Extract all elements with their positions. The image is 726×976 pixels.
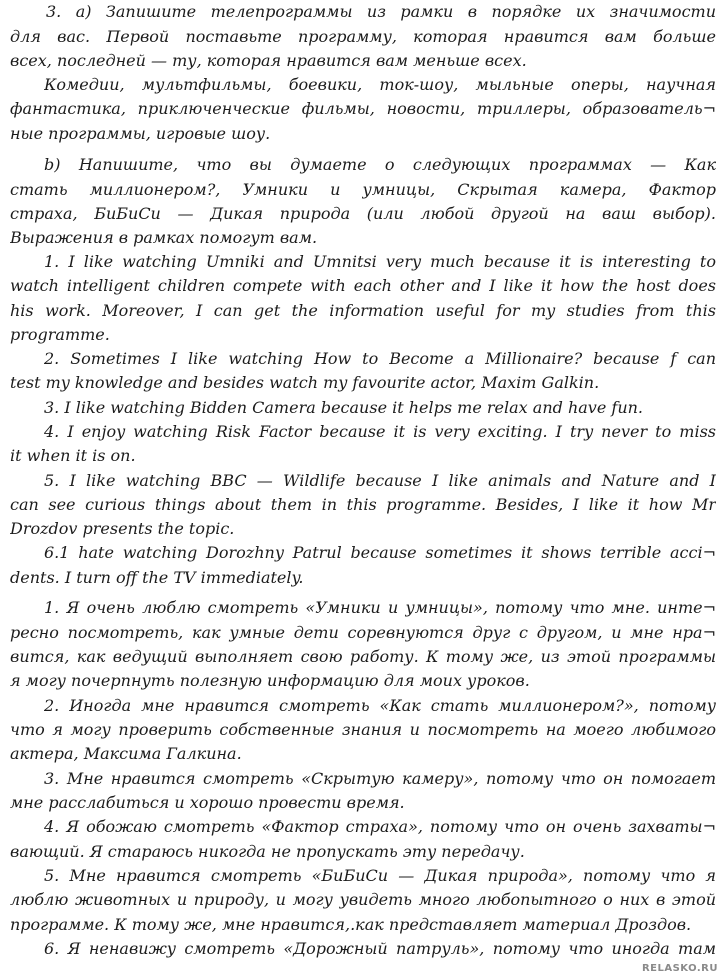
text-line: 4. Я обожаю смотреть «Фактор страха», потому что он очень захваты¬ [44,817,716,836]
text-line: люблю животных и природу, и могу увидеть много любопытного о них в этой [10,890,716,909]
text-line: вится, как ведущий выполняет свою работу. К тому же, из этой программы [10,647,716,666]
text-line: мне расслабиться и хорошо провести время. [10,793,405,812]
text-line: программе. К тому же, мне нравится,.как представляет материал Дроздов. [10,915,692,934]
text-line: страха, БиБиСи — Дикая природа (или любой другой на ваш выбор). [10,204,716,223]
text-line: Drozdov presents the topic. [10,519,235,538]
text-line: 3. a) Запишите телепрограммы из рамки в порядке их значимости [46,2,716,21]
text-line: 5. I like watching BBC — Wildlife because I like animals and Nature and I [44,471,716,490]
text-line: programme. [10,325,110,344]
text-line: 2. Sometimes I like watching How to Become a Millionaire? because f can [44,349,716,368]
text-line: 1. Я очень люблю смотреть «Умники и умницы», потому что мне. инте¬ [44,598,716,617]
text-line: актера, Максима Галкина. [10,744,242,763]
text-line: Выражения в рамках помогут вам. [10,228,318,247]
text-line: Комедии, мультфильмы, боевики, ток-шоу, мыльные оперы, научная [44,75,716,94]
text-line: dents. I turn off the TV immediately. [10,568,304,587]
text-line: стать миллионером?, Умники и умницы, Скрытая камера, Фактор [10,180,716,199]
text-line: 2. Иногда мне нравится смотреть «Как стать миллионером?», потому [44,696,716,715]
text-line: 6.1 hate watching Dorozhny Patrul because sometimes it shows terrible acci¬ [44,543,716,562]
text-line: test my knowledge and besides watch my favourite actor, Maxim Galkin. [10,373,600,392]
text-line: 1. I like watching Umniki and Umnitsi very much because it is interesting to [44,252,716,271]
text-line: фантастика, приключенческие фильмы, новости, триллеры, образователь¬ [10,99,716,118]
text-line: 3. Мне нравится смотреть «Скрытую камеру», потому что он помогает [44,769,716,788]
text-line: it when it is on. [10,446,136,465]
text-line: watch intelligent children compete with each other and I like it how the host does [10,276,716,295]
text-line: 4. I enjoy watching Risk Factor because it is very exciting. I try never to miss [44,422,716,441]
text-line: для вас. Первой поставьте программу, которая нравится вам больше [10,27,716,46]
text-line: his work. Moreover, I can get the information useful for my studies from this [10,301,716,320]
text-line: вающий. Я стараюсь никогда не пропускать эту передачу. [10,842,525,861]
text-line: can see curious things about them in this programme. Besides, I like it how Mr [10,495,716,514]
text-line: ные программы, игровые шоу. [10,124,271,143]
text-line: я могу почерпнуть полезную информацию для моих уроков. [10,671,530,690]
text-line: всех, последней — ту, которая нравится вам меньше всех. [10,51,527,70]
text-line: b) Напишите, что вы думаете о следующих программах — Как [44,155,716,174]
text-line: 3. I like watching Bidden Camera because it helps me relax and have fun. [44,398,644,417]
text-line: что я могу проверить собственные знания и посмотреть на моего любимого [10,720,716,739]
text-line: 5. Мне нравится смотреть «БиБиСи — Дикая природа», потому что я [44,866,716,885]
text-line: ресно посмотреть, как умные дети соревнуются друг с другом, и мне нра¬ [10,623,716,642]
text-line: 6. Я ненавижу смотреть «Дорожный патруль», потому что иногда там [44,939,716,958]
watermark: RELASKO.RU [641,963,718,974]
